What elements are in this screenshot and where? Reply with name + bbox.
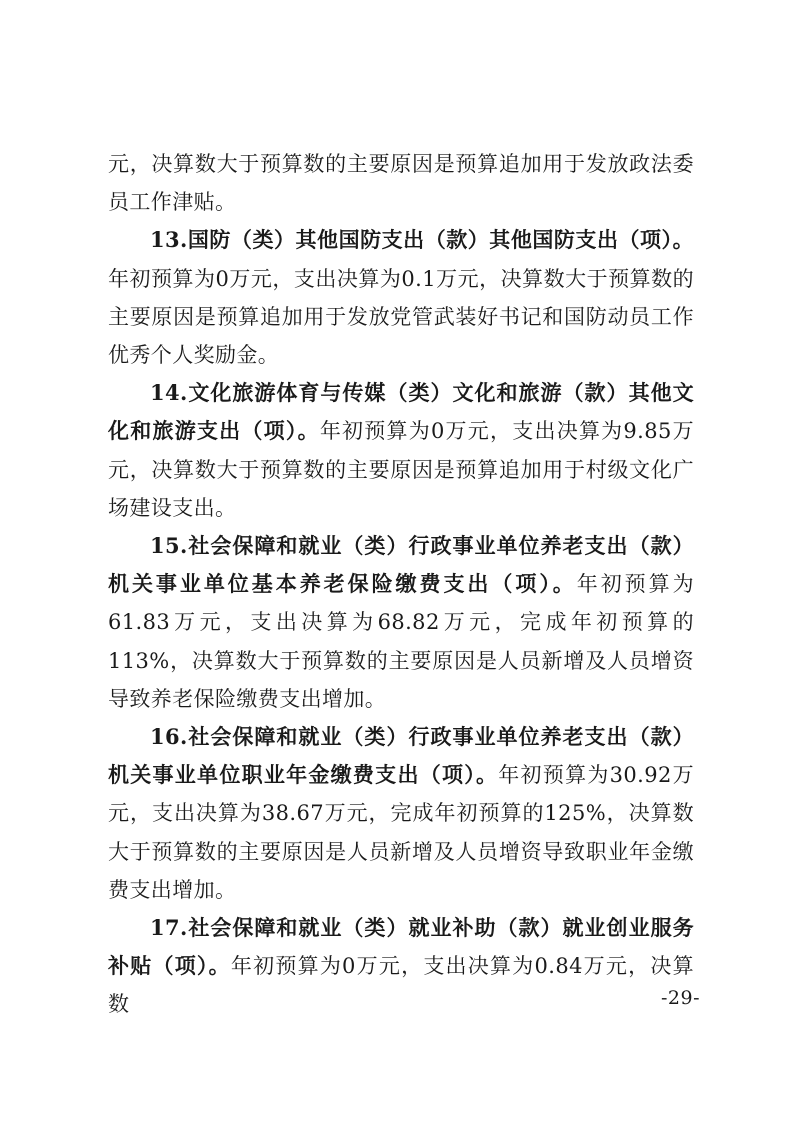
body-text xyxy=(108,145,694,1024)
paragraph-item-14 xyxy=(108,374,694,527)
paragraph-item-16 xyxy=(108,718,694,909)
paragraph-body: 年初预算为30.92万元，支出决算为38.67万元，完成年初预算的125%，决算数大于预算数的主要原因是人员新增及人员增资导致职业年金缴费支出增加。 xyxy=(108,763,694,902)
paragraph-heading: 17.社会保障和就业（类）就业补助（款）就业创业服务补贴（项）。 xyxy=(108,915,694,979)
paragraph-body: 年初预算为0万元，支出决算为9.85万元，决算数大于预算数的主要原因是预算追加用于村级文化广场建设支出。 xyxy=(108,419,694,520)
paragraph-heading: 13.国防（类）其他国防支出（款）其他国防支出（项）。 xyxy=(150,227,694,253)
paragraph-body: 年初预算为0万元，支出决算为0.1万元，决算数大于预算数的主要原因是预算追加用于发放党管武装好书记和国防动员工作优秀个人奖励金。 xyxy=(108,266,694,368)
paragraph-item-15 xyxy=(108,527,694,718)
paragraph-heading: 14.文化旅游体育与传媒（类）文化和旅游（款）其他文化和旅游支出（项）。 xyxy=(108,380,694,444)
paragraph-continuation xyxy=(108,145,694,221)
paragraph-heading: 16.社会保障和就业（类）行政事业单位养老支出（款）机关事业单位职业年金缴费支出（项）。 xyxy=(108,724,694,788)
paragraph-body: 年初预算为0万元，支出决算为0.84万元，决算数 xyxy=(108,954,694,1017)
page-number: -29- xyxy=(660,987,700,1009)
paragraph-body: 年初预算为61.83万元，支出决算为68.82万元，完成年初预算的113%，决算数大于预算数的主要原因是人员新增及人员增资导致养老保险缴费支出增加。 xyxy=(108,572,694,711)
paragraph-body: 元，决算数大于预算数的主要原因是预算追加用于发放政法委员工作津贴。 xyxy=(108,152,694,215)
paragraph-item-13 xyxy=(108,221,694,374)
paragraph-heading: 15.社会保障和就业（类）行政事业单位养老支出（款）机关事业单位基本养老保险缴费支出（项）。 xyxy=(108,533,694,597)
